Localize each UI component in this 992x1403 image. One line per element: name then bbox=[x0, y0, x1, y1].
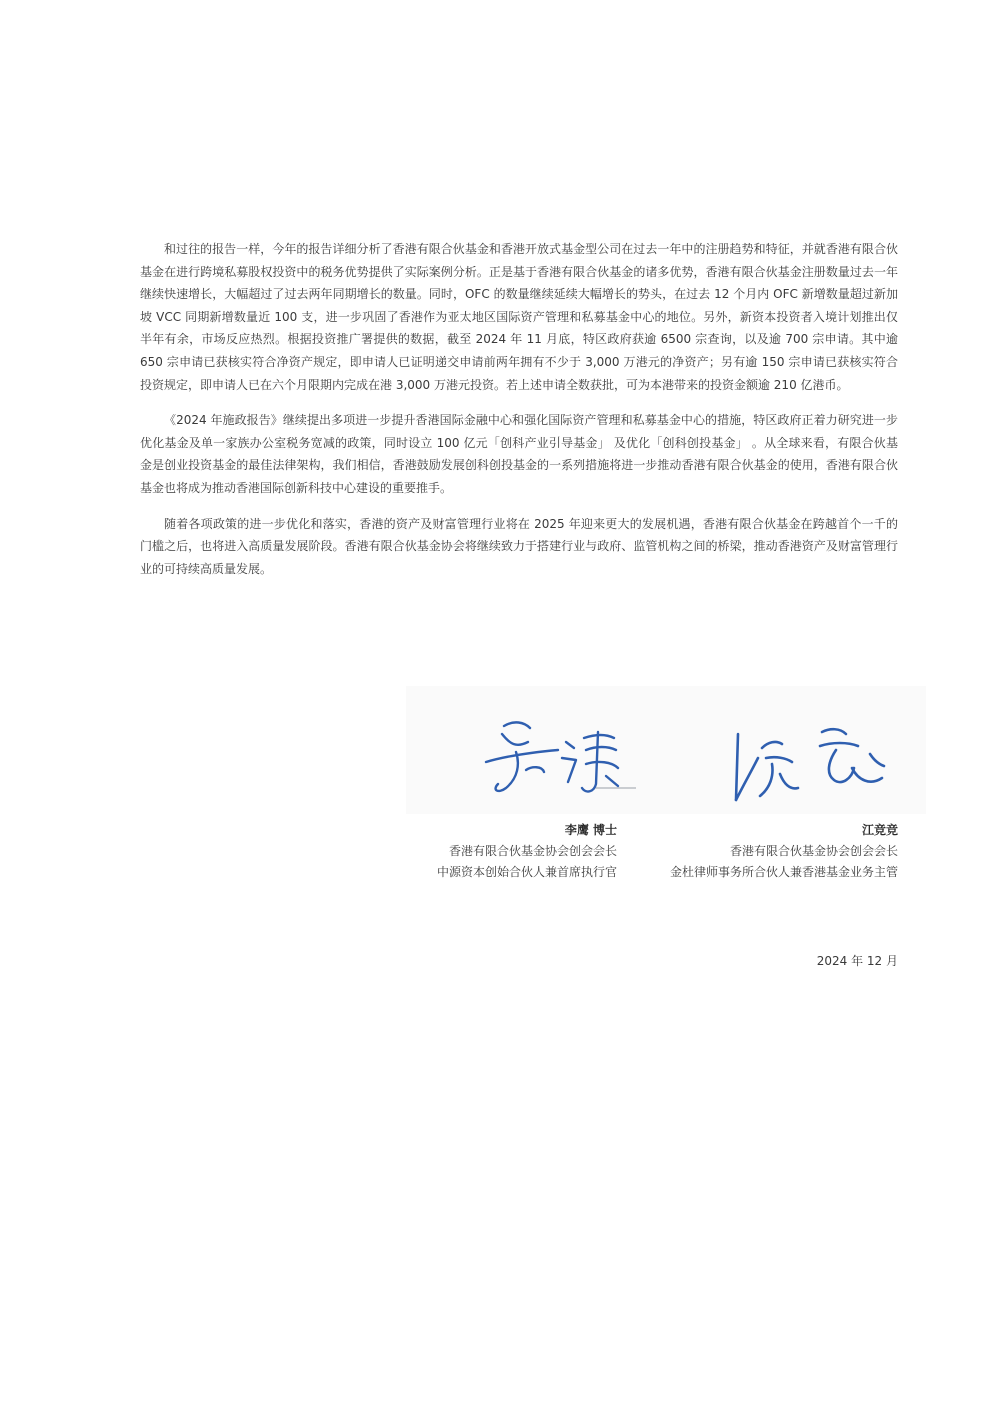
signer-role: 金杜律师事务所合伙人兼香港基金业务主管 bbox=[669, 865, 898, 879]
signature-panel bbox=[406, 686, 926, 814]
paragraph-3: 随着各项政策的进一步优化和落实，香港的资产及财富管理行业将在 2025 年迎来更大的发展机遇，香港有限合伙基金在跨越首个一千的门槛之后，也将进入高质量发展阶段。香港有限合伙基金协会将继续致力于搭建行业与政府、监管机构之间的桥梁，推动香港资产及财富管理行业的可持续高质量发展。 bbox=[140, 516, 898, 576]
signer-li-ying bbox=[357, 820, 617, 883]
signature-left bbox=[446, 704, 636, 799]
signer-title: 香港有限合伙基金协会创会会长 bbox=[729, 844, 898, 858]
paragraph-2: 《2024 年施政报告》继续提出多项进一步提升香港国际金融中心和强化国际资产管理和私募基金中心的措施，特区政府正着力研究进一步优化基金及单一家族办公室税务宽减的政策，同时设立 100 亿元「创科产业引导基金」 及优化「创科创投基金」 。从全球来看，有限合伙基金是创业投资基金的最佳法律架构，我们相信，香港鼓励发展创科创投基金的一系列措施将进一步推动香港有限合伙基金的使用，香港有限合伙基金也将成为推动香港国际创新科技中心建设的重要推手。 bbox=[140, 413, 898, 495]
document-date: 2024 年 12 月 bbox=[816, 954, 898, 968]
signer-jiang-jingjing bbox=[598, 820, 898, 883]
signer-name: 江竞竞 bbox=[861, 823, 898, 837]
paragraph-1: 和过往的报告一样，今年的报告详细分析了香港有限合伙基金和香港开放式基金型公司在过去一年中的注册趋势和特征，并就香港有限合伙基金在进行跨境私募股权投资中的税务优势提供了实际案例分析。正是基于香港有限合伙基金的诸多优势，香港有限合伙基金注册数量过去一年继续快速增长，大幅超过了过去两年同期增长的数量。同时，OFC 的数量继续延续大幅增长的势头，在过去 12 个月内 OFC 新增数量超过新加坡 VCC 同期新增数量近 100 支，进一步巩固了香港作为亚太地区国际资产管理和私募基金中心的地位。另外，新资本投资者入境计划推出仅半年有余，市场反应热烈。根据投资推广署提供的数据，截至 2024 年 11 月底，特区政府获逾 6500 宗查询，以及逾 700 宗申请。其中逾 650 宗申请已获核实符合净资产规定，即申请人已证明递交申请前两年拥有不少于 3,000 万港元的净资产；另有逾 150 宗申请已获核实符合投资规定，即申请人已在六个月限期内完成在港 3,000 万港元投资。若上述申请全数获批，可为本港带来的投资金额逾 210 亿港币。 bbox=[140, 242, 898, 392]
signature-right bbox=[724, 714, 904, 814]
signer-role: 中源资本创始合伙人兼首席执行官 bbox=[436, 865, 617, 879]
signer-name: 李鹰 博士 bbox=[564, 823, 617, 837]
signer-title: 香港有限合伙基金协会创会会长 bbox=[448, 844, 617, 858]
body-text bbox=[140, 238, 898, 593]
